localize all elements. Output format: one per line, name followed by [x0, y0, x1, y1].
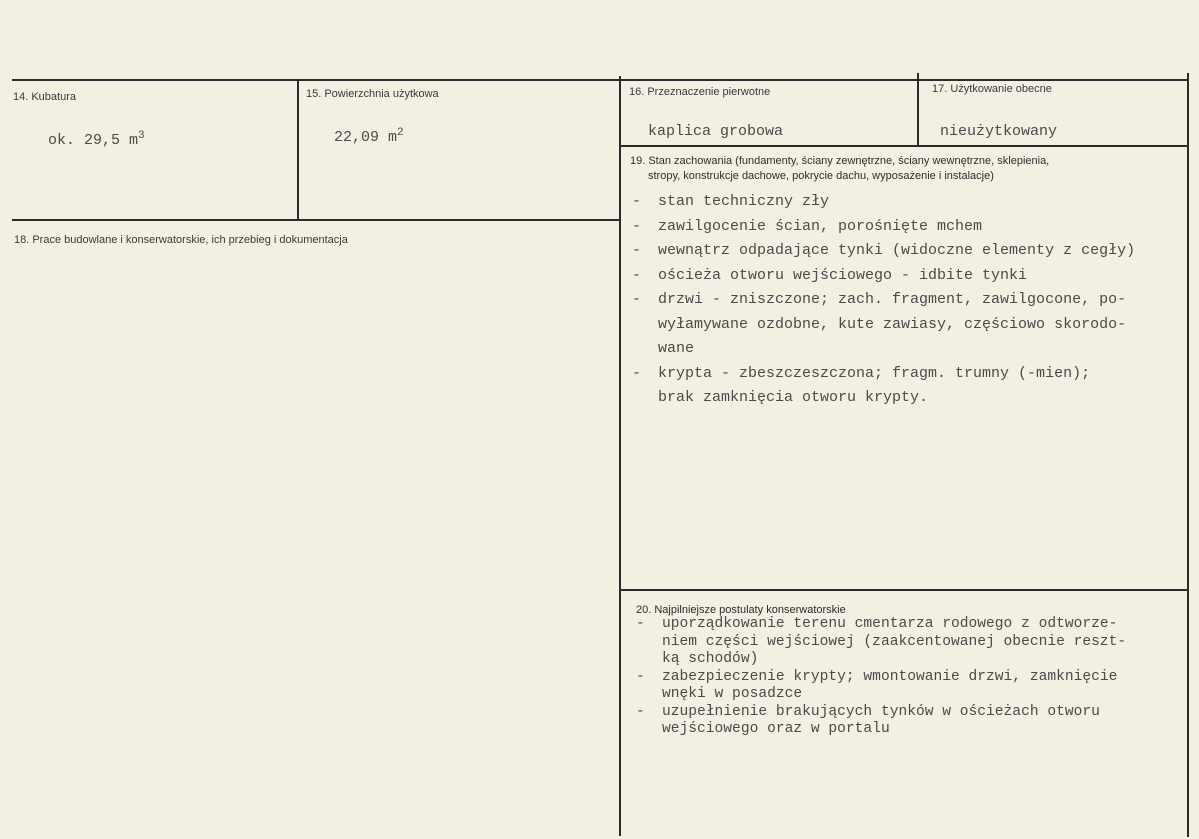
powierzchnia-exponent: 2 — [397, 127, 404, 139]
field-prace-label: 18. Prace budowlane i konserwatorskie, ich przebieg i dokumentacja — [14, 234, 348, 246]
list-dash — [632, 313, 658, 338]
list-item-text: uzupełnienie brakujących tynków w ościeżach otworu — [662, 703, 1100, 720]
postulat-item — [636, 616, 1126, 634]
postulat-item — [636, 704, 1126, 722]
list-item-text: uporządkowanie terenu cmentarza rodowego z odtworze- — [662, 616, 1118, 632]
rule-below-16-17 — [620, 145, 1188, 147]
list-item-text: zawilgocenie ścian, porośnięte mchem — [658, 217, 983, 235]
divider-14-15 — [297, 80, 299, 220]
stan-item — [632, 190, 1135, 215]
rule-above-20 — [620, 589, 1188, 591]
field-postulaty-label: 20. Najpilniejsze postulaty konserwatorskie — [636, 604, 846, 616]
field-stan-label — [630, 154, 1049, 184]
field-przeznaczenie-value: kaplica grobowa — [648, 123, 784, 140]
list-dash: - — [632, 364, 642, 382]
field-powierzchnia-value — [334, 127, 404, 146]
field-kubatura-label: 14. Kubatura — [13, 91, 76, 103]
list-item-text: ościeża otworu wejściowego - idbite tynki — [658, 266, 1028, 284]
field-przeznaczenie-label: 16. Przeznaczenie pierwotne — [629, 86, 771, 98]
field-uzytkowanie-label: 17. Użytkowanie obecne — [932, 83, 1052, 95]
list-dash: - — [636, 668, 645, 685]
list-item-text: wyłamywane ozdobne, kute zawiasy, częściowo skorodo- — [658, 315, 1127, 333]
postulat-item-continuation — [636, 686, 1126, 704]
list-dash: - — [632, 266, 642, 284]
divider-16-17 — [917, 73, 919, 146]
list-dash: - — [632, 193, 642, 210]
field-powierzchnia-label: 15. Powierzchnia użytkowa — [306, 88, 439, 100]
list-item-text: drzwi - zniszczone; zach. fragment, zawilgocone, po- — [658, 291, 1127, 308]
stan-item-continuation — [632, 337, 1135, 362]
stan-item — [632, 362, 1135, 387]
stan-item — [632, 288, 1135, 313]
postulaty-list — [636, 616, 1126, 739]
rule-above-18 — [12, 219, 620, 221]
list-dash: - — [632, 242, 642, 259]
list-dash: - — [636, 703, 645, 720]
postulat-item-continuation — [636, 721, 1126, 739]
kubatura-number: ok. 29,5 m — [48, 132, 139, 149]
list-dash — [636, 651, 662, 669]
stan-item — [632, 239, 1135, 264]
list-item-text: zabezpieczenie krypty; wmontowanie drzwi, zamknięcie — [662, 668, 1118, 685]
list-item-text: wewnątrz odpadające tynki (widoczne elementy z cegły) — [658, 242, 1136, 259]
stan-item-continuation — [632, 386, 1135, 411]
top-rule — [12, 79, 1187, 81]
field-uzytkowanie-value: nieużytkowany — [940, 123, 1058, 140]
stan-list — [632, 190, 1135, 411]
list-item-text: ką schodów) — [662, 651, 759, 667]
list-dash — [636, 634, 662, 652]
right-edge — [1187, 73, 1189, 837]
powierzchnia-number: 22,09 m — [334, 129, 398, 146]
list-item-text: stan techniczny zły — [658, 193, 830, 210]
stan-item — [632, 215, 1135, 240]
list-item-text: wejściowego oraz w portalu — [662, 721, 890, 737]
list-item-text: wane — [658, 340, 695, 357]
stan-label-line-1: 19. Stan zachowania (fundamenty, ściany zewnętrzne, ściany wewnętrzne, sklepienia, — [630, 155, 1050, 167]
list-dash — [632, 337, 658, 362]
divider-left-right — [619, 76, 621, 836]
kubatura-exponent: 3 — [138, 130, 145, 142]
field-kubatura-value — [48, 130, 145, 149]
stan-label-line-2: stropy, konstrukcje dachowe, pokrycie dachu, wyposażenie i instalacje) — [648, 170, 994, 182]
list-dash: - — [632, 291, 642, 308]
list-dash: - — [636, 616, 645, 632]
list-dash: - — [632, 217, 642, 235]
list-dash — [632, 386, 658, 411]
list-item-text: wnęki w posadzce — [662, 686, 803, 702]
list-dash — [636, 686, 662, 704]
list-item-text: brak zamknięcia otworu krypty. — [658, 389, 929, 406]
list-item-text: niem części wejściowej (zaakcentowanej obecnie reszt- — [662, 633, 1127, 650]
stan-item-continuation — [632, 313, 1135, 338]
postulat-item-continuation — [636, 634, 1126, 652]
stan-item — [632, 264, 1135, 289]
postulat-item-continuation — [636, 651, 1126, 669]
list-dash — [636, 721, 662, 739]
postulat-item — [636, 669, 1126, 687]
list-item-text: krypta - zbeszczeszczona; fragm. trumny (-mien); — [658, 364, 1091, 382]
